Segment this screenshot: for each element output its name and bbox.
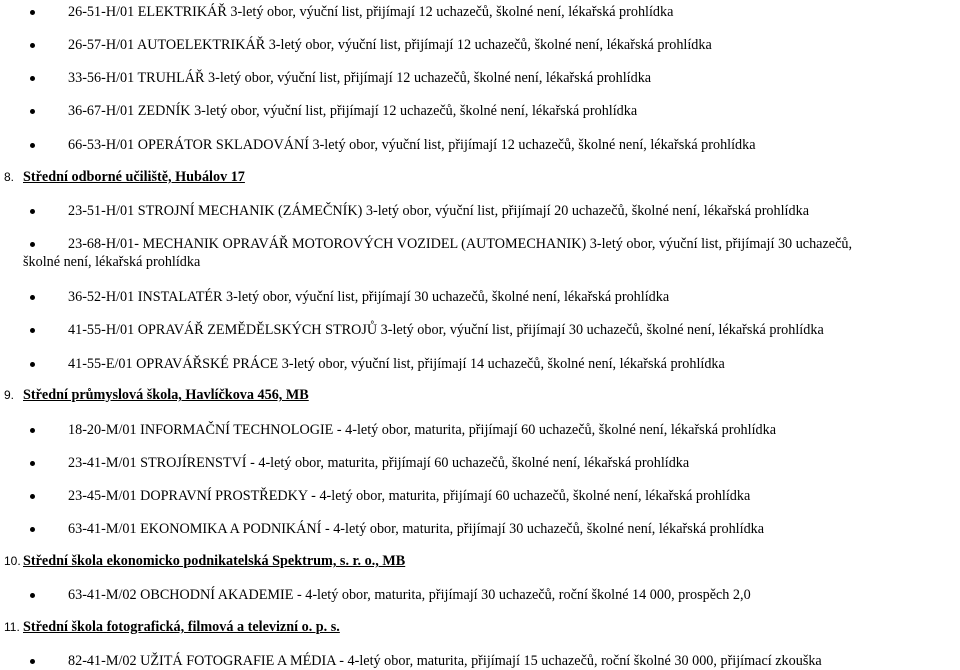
section-number: 8. <box>4 170 15 184</box>
section-number: 10. <box>4 554 21 568</box>
bullet-icon <box>30 659 35 664</box>
list-item: 26-57-H/01 AUTOELEKTRIKÁŘ 3-letý obor, výuční list, přijímají 12 uchazečů, školné není, lékařská prohlídka <box>68 37 712 53</box>
bullet-icon <box>30 143 35 148</box>
list-item: 63-41-M/02 OBCHODNÍ AKADEMIE - 4-letý obor, maturita, přijímají 30 uchazečů, roční školné 14 000, prospěch 2,0 <box>68 587 751 603</box>
list-item: 36-52-H/01 INSTALATÉR 3-letý obor, výuční list, přijímají 30 uchazečů, školné není, lékařská prohlídka <box>68 289 670 305</box>
bullet-icon <box>30 428 35 433</box>
section-title: Střední škola fotografická, filmová a televizní o. p. s. <box>23 619 340 635</box>
list-item: 23-51-H/01 STROJNÍ MECHANIK (ZÁMEČNÍK) 3-letý obor, výuční list, přijímají 20 uchazečů, školné není, lékařská prohlídka <box>68 203 809 219</box>
section-title: Střední průmyslová škola, Havlíčkova 456, MB <box>23 387 309 403</box>
list-item: 41-55-E/01 OPRAVÁŘSKÉ PRÁCE 3-letý obor, výuční list, přijímají 14 uchazečů, školné není, lékařská prohlídka <box>68 356 725 372</box>
list-item: 82-41-M/02 UŽITÁ FOTOGRAFIE A MÉDIA - 4-letý obor, maturita, přijímají 15 uchazečů, roční školné 30 000, přijímací zkouška <box>68 653 822 669</box>
section-title: Střední škola ekonomicko podnikatelská Spektrum, s. r. o., MB <box>23 553 406 569</box>
section-number: 11. <box>4 620 20 634</box>
bullet-icon <box>30 295 35 300</box>
list-item: 41-55-H/01 OPRAVÁŘ ZEMĚDĚLSKÝCH STROJŮ 3-letý obor, výuční list, přijímají 30 uchazečů, školné není, lékařská prohlídka <box>68 322 824 338</box>
bullet-icon <box>30 76 35 81</box>
section-number: 9. <box>4 388 15 402</box>
list-item: 63-41-M/01 EKONOMIKA A PODNIKÁNÍ - 4-letý obor, maturita, přijímají 30 uchazečů, školné není, lékařská prohlídka <box>68 521 765 537</box>
list-item-continuation: školné není, lékařská prohlídka <box>23 254 201 270</box>
section-title: Střední odborné učiliště, Hubálov 17 <box>23 169 245 185</box>
list-item: 66-53-H/01 OPERÁTOR SKLADOVÁNÍ 3-letý obor, výuční list, přijímají 12 uchazečů, školné není, lékařská prohlídka <box>68 137 756 153</box>
bullet-icon <box>30 527 35 532</box>
bullet-icon <box>30 10 35 15</box>
list-item: 18-20-M/01 INFORMAČNÍ TECHNOLOGIE - 4-letý obor, maturita, přijímají 60 uchazečů, školné není, lékařská prohlídka <box>68 422 777 438</box>
bullet-icon <box>30 328 35 333</box>
list-item: 23-68-H/01- MECHANIK OPRAVÁŘ MOTOROVÝCH VOZIDEL (AUTOMECHANIK) 3-letý obor, výuční list, přijímají 30 uchazečů, <box>68 236 853 252</box>
bullet-icon <box>30 461 35 466</box>
bullet-icon <box>30 593 35 598</box>
list-item: 23-41-M/01 STROJÍRENSTVÍ - 4-letý obor, maturita, přijímají 60 uchazečů, školné není, lékařská prohlídka <box>68 455 690 471</box>
bullet-icon <box>30 494 35 499</box>
list-item: 33-56-H/01 TRUHLÁŘ 3-letý obor, výuční list, přijímají 12 uchazečů, školné není, lékařská prohlídka <box>68 70 652 86</box>
bullet-icon <box>30 43 35 48</box>
bullet-icon <box>30 242 35 247</box>
list-item: 23-45-M/01 DOPRAVNÍ PROSTŘEDKY - 4-letý obor, maturita, přijímají 60 uchazečů, školné není, lékařská prohlídka <box>68 488 751 504</box>
bullet-icon <box>30 209 35 214</box>
bullet-icon <box>30 109 35 114</box>
list-item: 36-67-H/01 ZEDNÍK 3-letý obor, výuční list, přijímají 12 uchazečů, školné není, lékařská prohlídka <box>68 103 638 119</box>
list-item: 26-51-H/01 ELEKTRIKÁŘ 3-letý obor, výuční list, přijímají 12 uchazečů, školné není, lékařská prohlídka <box>68 4 674 20</box>
bullet-icon <box>30 362 35 367</box>
